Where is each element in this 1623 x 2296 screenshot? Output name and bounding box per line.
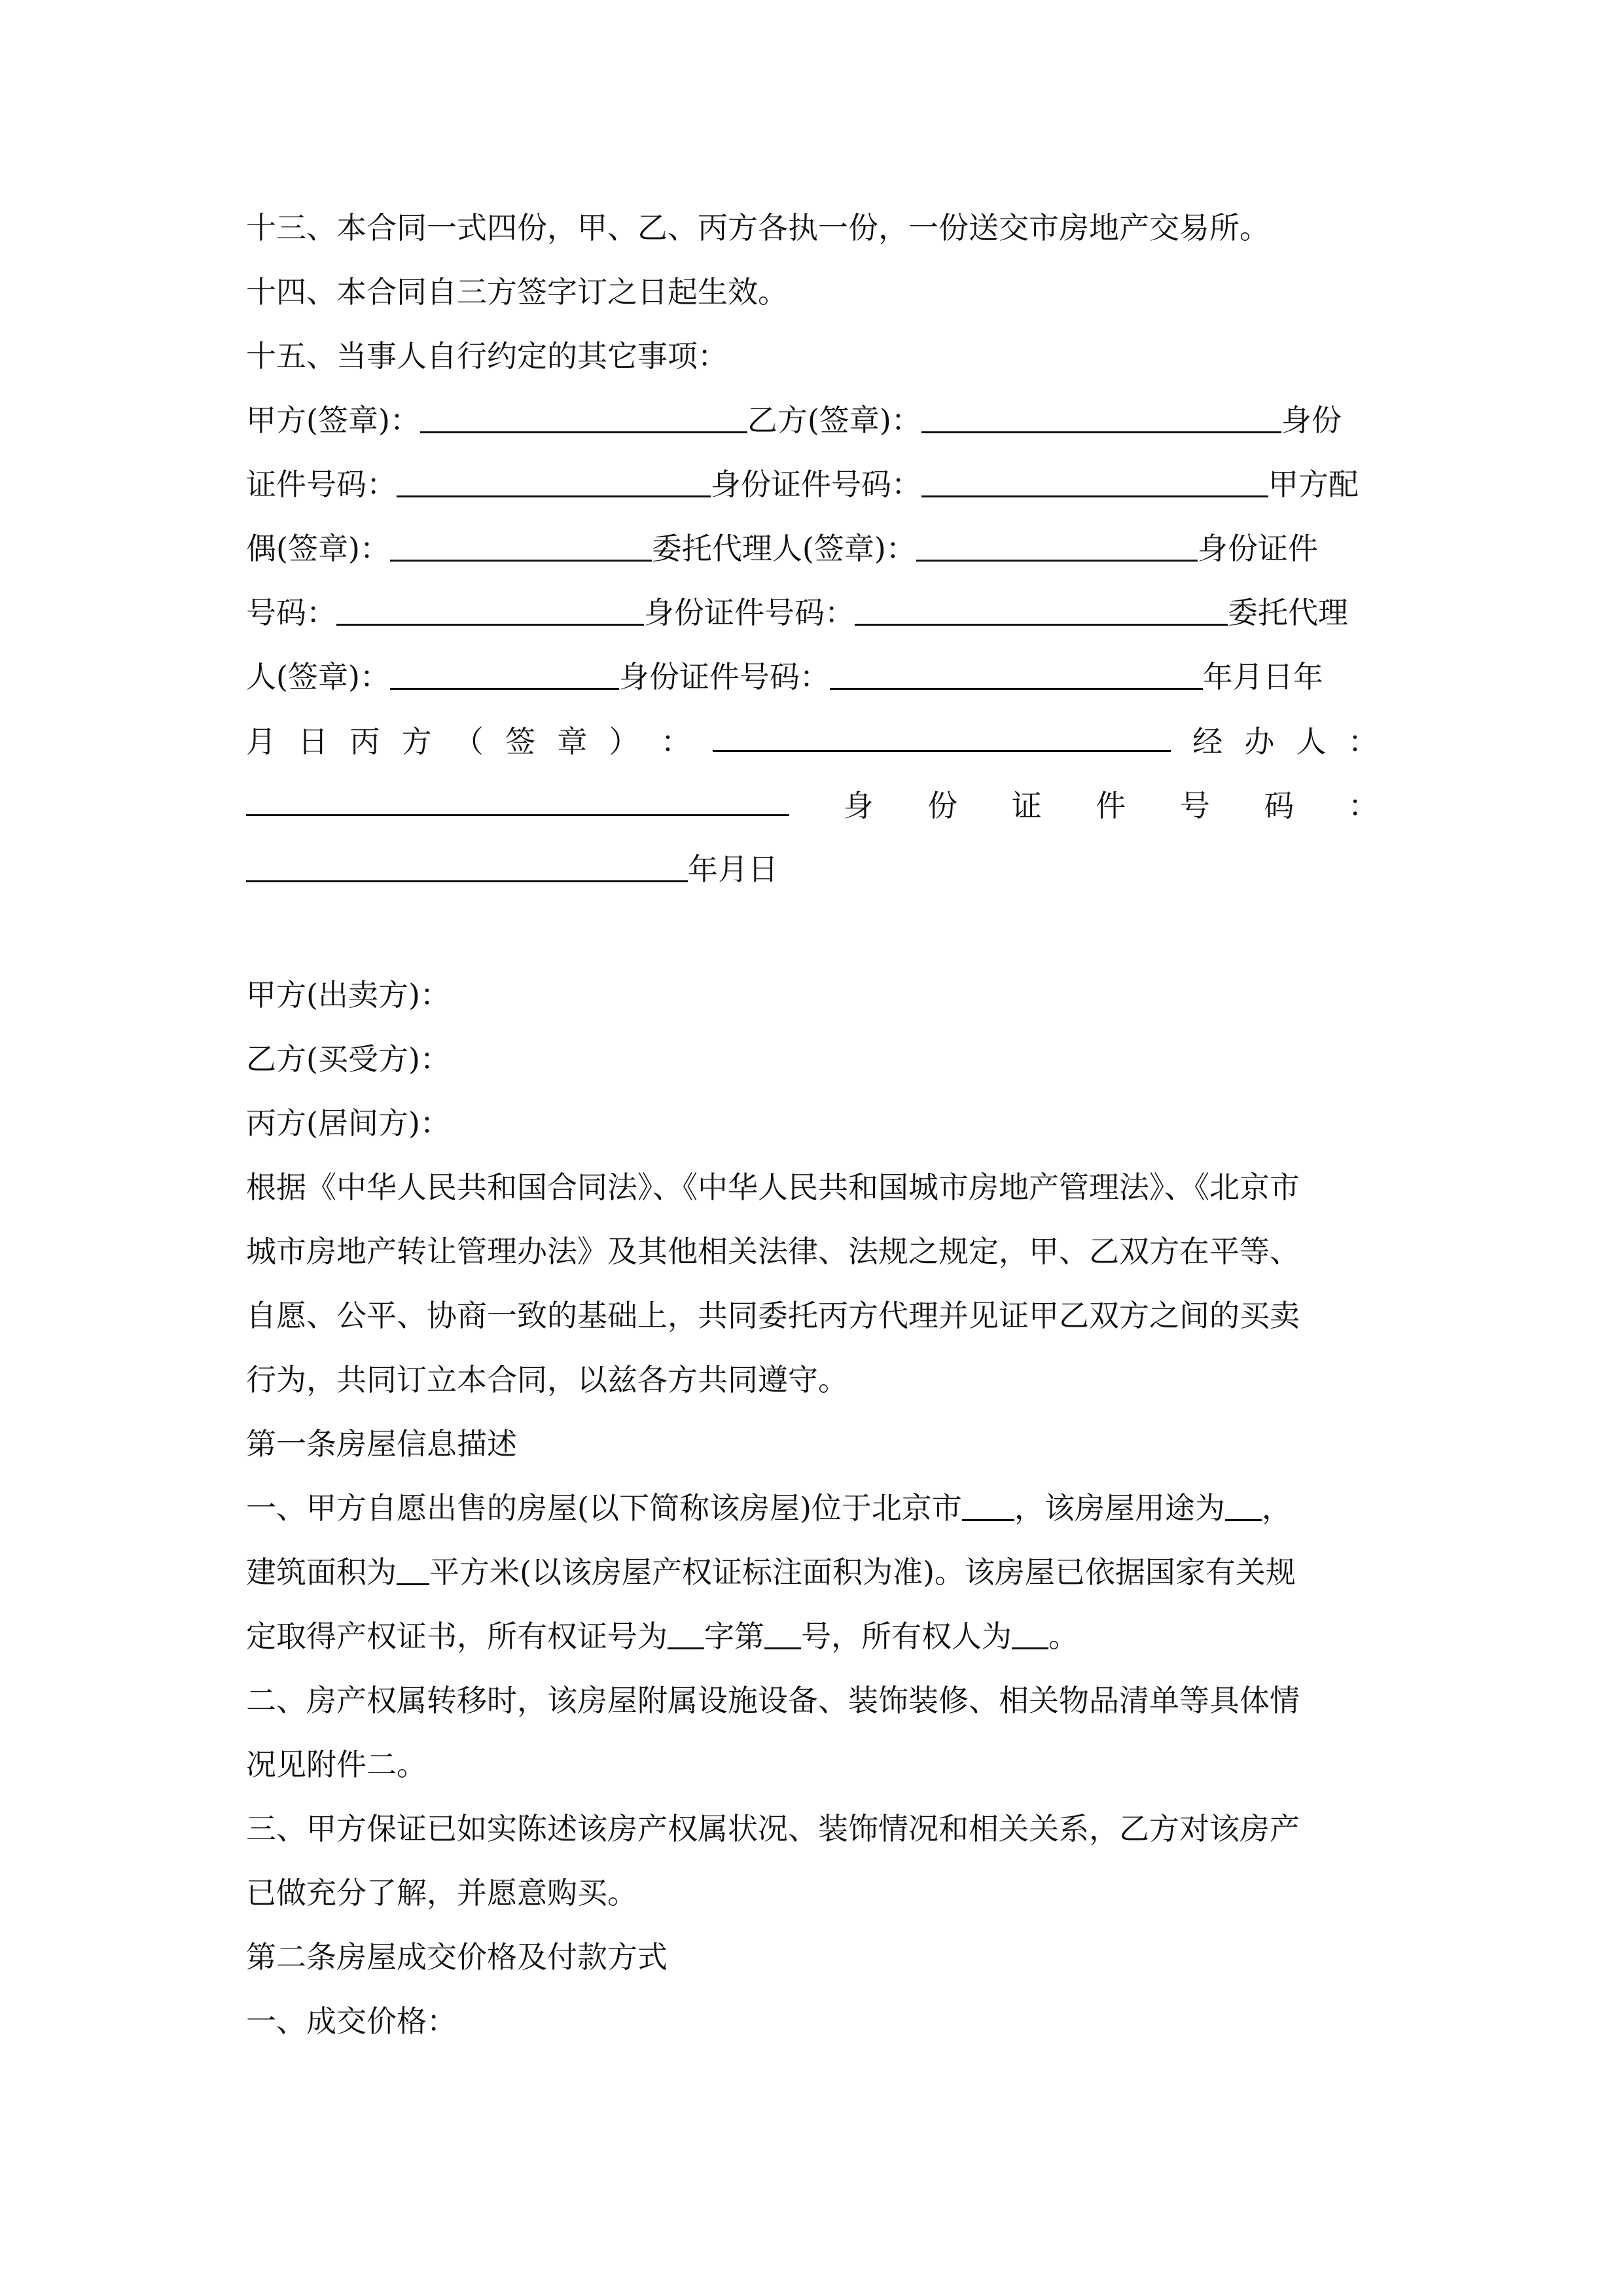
text-segment: 定取得产权证书，所有权证号为	[246, 1619, 668, 1654]
line7-char: ：	[1347, 788, 1378, 823]
id-no-label: 身份证件号码：	[711, 467, 921, 502]
preamble-line: 自愿、公平、协商一致的基础上，共同委托丙方代理并见证甲乙双方之间的买卖	[246, 1298, 1300, 1333]
party-buyer: 乙方(买受方)：	[246, 1041, 450, 1077]
line6-char: 日	[298, 724, 329, 759]
line6-char: 方	[401, 724, 432, 759]
text-segment: 。	[1048, 1619, 1079, 1654]
line6-char: ：	[660, 724, 691, 759]
signature-line-7	[246, 781, 1378, 829]
signature-line-8	[246, 846, 1378, 893]
a-spouse-label-part1: 甲方配	[1268, 467, 1359, 502]
party-seller: 甲方(出卖方)：	[246, 977, 450, 1013]
party-intermediary: 丙方(居间方)：	[246, 1105, 450, 1141]
handler-char: 人	[1296, 724, 1327, 759]
party-a-sign-label: 甲方(签章)：	[246, 403, 420, 438]
party-b-sign-blank[interactable]	[921, 399, 1281, 433]
signature-line-6	[246, 717, 1378, 764]
id-no-label-3: 身份证件号码：	[618, 659, 830, 694]
id-cert-label-part2: 号码：	[246, 595, 336, 630]
line6-char: 章	[557, 724, 588, 759]
line7-char: 件	[1096, 788, 1126, 823]
cert-number-blank[interactable]	[764, 1615, 801, 1649]
handler-sign-blank[interactable]	[246, 781, 789, 816]
cert-prefix-blank[interactable]	[668, 1615, 704, 1649]
article-1-title: 第一条房屋信息描述	[246, 1426, 517, 1462]
party-c-sign-blank[interactable]	[713, 717, 1171, 752]
article-1-p2-line2: 况见附件二。	[246, 1747, 427, 1782]
signature-line-3	[246, 525, 1378, 572]
id-blank-2[interactable]	[921, 463, 1268, 497]
article-2-title: 第二条房屋成交价格及付款方式	[246, 1939, 668, 1975]
usage-blank[interactable]	[1225, 1486, 1262, 1521]
article-2-item-1: 一、成交价格：	[246, 2003, 457, 2039]
agent-label-part2: 人(签章)：	[246, 659, 390, 694]
line6-char: 签	[505, 724, 536, 759]
handler-char: ：	[1347, 724, 1378, 759]
article-1-p2-line1: 二、房产权属转移时，该房屋附属设施设备、装饰装修、相关物品清单等具体情	[246, 1683, 1300, 1718]
article-1-p1-line3	[246, 1613, 1378, 1660]
text-segment: ，	[1261, 1490, 1292, 1526]
text-segment: 一、甲方自愿出售的房屋(以下简称该房屋)位于北京市	[246, 1490, 962, 1526]
agent-sign-label: 委托代理人(签章)：	[651, 531, 916, 566]
id-cert-label-part1: 身份证件	[1197, 531, 1318, 566]
line6-char: 丙	[349, 724, 380, 759]
signature-line-5	[246, 653, 1378, 700]
agent-sign-blank-2[interactable]	[390, 655, 619, 690]
article-1-p1-line1	[246, 1484, 1378, 1532]
text-segment: 平方米(以该房屋产权证标注面积为准)。该房屋已依据国家有关规	[429, 1554, 1296, 1590]
area-blank[interactable]	[397, 1551, 429, 1585]
signature-line-4	[246, 589, 1378, 636]
line6-char: （	[453, 724, 484, 759]
clause-15: 十五、当事人自行约定的其它事项：	[246, 338, 728, 374]
agent-label-part1: 委托代理	[1228, 595, 1348, 630]
line7-char: 证	[1011, 788, 1042, 823]
preamble-line: 行为，共同订立本合同，以兹各方共同遵守。	[246, 1362, 848, 1397]
text-segment: 字第	[704, 1619, 764, 1654]
id-blank-5[interactable]	[830, 655, 1203, 690]
party-a-sign-blank[interactable]	[420, 399, 747, 433]
preamble-line: 城市房地产转让管理办法》及其他相关法律、法规之规定，甲、乙双方在平等、	[246, 1234, 1300, 1269]
a-spouse-label-part2: 偶(签章)：	[246, 531, 390, 566]
handler-id-blank[interactable]	[246, 848, 688, 882]
date-label: 年月日年	[1202, 659, 1323, 694]
text-segment: ，该房屋用途为	[1014, 1490, 1225, 1526]
line7-char: 码	[1264, 788, 1294, 823]
text-segment: 建筑面积为	[246, 1554, 397, 1590]
preamble-line: 根据《中华人民共和国合同法》、《中华人民共和国城市房地产管理法》、《北京市	[246, 1170, 1300, 1205]
signature-line-1	[246, 397, 1378, 444]
line7-char: 份	[927, 788, 958, 823]
line6-char: ）	[609, 724, 639, 759]
clause-13: 十三、本合同一式四份，甲、乙、丙方各执一份，一份送交市房地产交易所。	[246, 210, 1270, 245]
line7-char: 号	[1179, 788, 1210, 823]
party-b-sign-label: 乙方(签章)：	[747, 403, 921, 438]
location-blank[interactable]	[962, 1486, 1014, 1521]
id-blank-3[interactable]	[336, 591, 644, 626]
line7-char: 身	[843, 788, 874, 823]
handler-char: 办	[1244, 724, 1275, 759]
owner-blank[interactable]	[1012, 1615, 1048, 1649]
id-no-label-2: 身份证件号码：	[644, 595, 855, 630]
spouse-sign-blank[interactable]	[390, 527, 652, 562]
agent-sign-blank[interactable]	[916, 527, 1198, 562]
handler-char: 经	[1192, 724, 1223, 759]
article-1-p3-line2: 已做充分了解，并愿意购买。	[246, 1875, 637, 1910]
article-1-p1-line2	[246, 1549, 1378, 1596]
text-segment: 号，所有权人为	[801, 1619, 1012, 1654]
id-label-part1: 身份	[1281, 403, 1342, 438]
article-1-p3-line1: 三、甲方保证已如实陈述该房产权属状况、装饰情况和相关关系，乙方对该房产	[246, 1811, 1300, 1846]
id-blank-4[interactable]	[855, 591, 1228, 626]
id-blank-1[interactable]	[397, 463, 711, 497]
clause-14: 十四、本合同自三方签字订之日起生效。	[246, 274, 788, 310]
id-label-part2: 证件号码：	[246, 467, 397, 502]
line6-char: 月	[246, 724, 276, 759]
date-end-label: 年月日	[688, 852, 778, 887]
signature-line-2	[246, 461, 1378, 508]
